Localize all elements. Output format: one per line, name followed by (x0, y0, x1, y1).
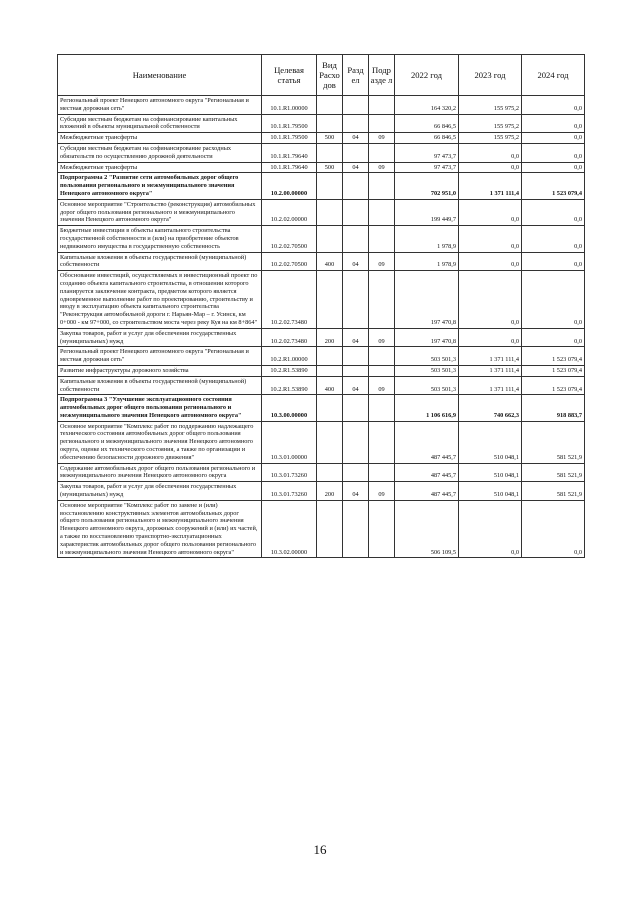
table-row (58, 226, 585, 252)
table-body (58, 96, 585, 558)
cell-2023: 740 662,3 (459, 395, 522, 421)
cell-2022: 503 501,3 (395, 347, 459, 366)
cell-2023: 510 048,1 (459, 463, 522, 482)
cell-2023: 510 048,1 (459, 482, 522, 501)
table-row (58, 143, 585, 162)
cell-razdel: 04 (343, 133, 369, 144)
cell-2022: 97 473,7 (395, 143, 459, 162)
cell-name: Закупка товаров, работ и услуг для обеспечения государственных (муниципальных) нужд (58, 328, 262, 347)
cell-vid: 200 (317, 482, 343, 501)
cell-2023: 0,0 (459, 199, 522, 225)
cell-name: Бюджетные инвестиции в объекты капитального строительства государственной собственности и (или) на приобретение объектов недвижимого имущества в государственную собственность (58, 226, 262, 252)
cell-razdel: 04 (343, 376, 369, 395)
cell-2022: 487 445,7 (395, 421, 459, 463)
header-name: Наименование (58, 55, 262, 96)
cell-razdel (343, 463, 369, 482)
cell-podrazdel (369, 365, 395, 376)
cell-target: 10.1.R1.79500 (262, 133, 317, 144)
cell-podrazdel (369, 114, 395, 133)
cell-podrazdel (369, 143, 395, 162)
cell-2024: 0,0 (522, 96, 585, 115)
cell-name: Межбюджетные трансферты (58, 162, 262, 173)
cell-vid: 400 (317, 252, 343, 271)
cell-name: Развитие инфраструктуры дорожного хозяйства (58, 365, 262, 376)
cell-podrazdel (369, 173, 395, 199)
header-2022: 2022 год (395, 55, 459, 96)
cell-podrazdel (369, 226, 395, 252)
cell-vid (317, 500, 343, 558)
table-row (58, 500, 585, 558)
cell-target: 10.1.R1.79640 (262, 143, 317, 162)
cell-2024: 581 521,9 (522, 482, 585, 501)
cell-2023: 1 371 111,4 (459, 365, 522, 376)
cell-2023: 0,0 (459, 328, 522, 347)
table-row (58, 482, 585, 501)
cell-razdel (343, 347, 369, 366)
cell-target: 10.1.R1.00000 (262, 96, 317, 115)
cell-vid (317, 347, 343, 366)
cell-razdel (343, 365, 369, 376)
budget-table (57, 54, 585, 558)
cell-2022: 503 501,3 (395, 365, 459, 376)
cell-2022: 1 978,9 (395, 226, 459, 252)
cell-name: Капитальные вложения в объекты государственной (муниципальной) собственности (58, 252, 262, 271)
cell-2024: 0,0 (522, 252, 585, 271)
cell-2024: 581 521,9 (522, 421, 585, 463)
cell-2023: 0,0 (459, 162, 522, 173)
cell-2023: 0,0 (459, 143, 522, 162)
cell-razdel: 04 (343, 482, 369, 501)
cell-razdel: 04 (343, 162, 369, 173)
table-row (58, 199, 585, 225)
cell-2023: 1 371 111,4 (459, 347, 522, 366)
cell-2024: 1 523 079,4 (522, 173, 585, 199)
cell-2023: 0,0 (459, 271, 522, 329)
cell-target: 10.3.01.73260 (262, 482, 317, 501)
table-row (58, 421, 585, 463)
cell-name: Субсидии местным бюджетам на софинансирование капитальных вложений в объекты муниципальной собственности (58, 114, 262, 133)
cell-2022: 199 449,7 (395, 199, 459, 225)
cell-vid: 400 (317, 376, 343, 395)
cell-target: 10.2.02.00000 (262, 199, 317, 225)
cell-target: 10.2.02.73480 (262, 271, 317, 329)
cell-2022: 164 320,2 (395, 96, 459, 115)
cell-podrazdel: 09 (369, 328, 395, 347)
cell-2022: 97 473,7 (395, 162, 459, 173)
cell-vid: 500 (317, 133, 343, 144)
cell-vid (317, 365, 343, 376)
cell-2024: 1 523 079,4 (522, 365, 585, 376)
cell-podrazdel (369, 500, 395, 558)
cell-name: Подпрограмма 3 "Улучшение эксплуатационного состояния автомобильных дорог общего пользования регионального и межмуниципального значения Ненецкого автономного округа" (58, 395, 262, 421)
cell-razdel (343, 96, 369, 115)
cell-name: Содержание автомобильных дорог общего пользования регионального и межмуниципального значения Ненецкого автономного округа (58, 463, 262, 482)
cell-2023: 155 975,2 (459, 96, 522, 115)
cell-podrazdel: 09 (369, 252, 395, 271)
table-row (58, 133, 585, 144)
cell-vid (317, 143, 343, 162)
cell-2024: 0,0 (522, 162, 585, 173)
table-row (58, 271, 585, 329)
cell-name: Межбюджетные трансферты (58, 133, 262, 144)
table-header-row (58, 55, 585, 96)
cell-2024: 0,0 (522, 143, 585, 162)
cell-name: Региональный проект Ненецкого автономного округа "Региональная и местная дорожная сеть" (58, 347, 262, 366)
cell-podrazdel (369, 395, 395, 421)
cell-razdel: 04 (343, 328, 369, 347)
header-target: Целевая статья (262, 55, 317, 96)
cell-vid (317, 114, 343, 133)
cell-2024: 1 523 079,4 (522, 376, 585, 395)
cell-2024: 0,0 (522, 114, 585, 133)
page-number: 16 (313, 842, 327, 857)
table-row (58, 376, 585, 395)
cell-target: 10.2.R1.53890 (262, 376, 317, 395)
cell-podrazdel (369, 96, 395, 115)
cell-2022: 506 109,5 (395, 500, 459, 558)
cell-2023: 0,0 (459, 500, 522, 558)
cell-2024: 0,0 (522, 500, 585, 558)
cell-name: Подпрограмма 2 "Развитие сети автомобильных дорог общего пользования регионального и межмуниципального значения Ненецкого автономного округа" (58, 173, 262, 199)
cell-vid (317, 226, 343, 252)
cell-target: 10.2.00.00000 (262, 173, 317, 199)
cell-razdel (343, 199, 369, 225)
cell-2022: 66 846,5 (395, 114, 459, 133)
table-row (58, 173, 585, 199)
table-row (58, 463, 585, 482)
cell-2023: 155 975,2 (459, 133, 522, 144)
cell-target: 10.1.R1.79500 (262, 114, 317, 133)
cell-podrazdel (369, 347, 395, 366)
cell-2024: 918 883,7 (522, 395, 585, 421)
cell-2023: 1 371 111,4 (459, 376, 522, 395)
cell-podrazdel: 09 (369, 162, 395, 173)
header-2024: 2024 год (522, 55, 585, 96)
cell-2024: 0,0 (522, 328, 585, 347)
header-razdel: Разд ел (343, 55, 369, 96)
cell-2024: 0,0 (522, 133, 585, 144)
cell-2022: 487 445,7 (395, 482, 459, 501)
cell-2024: 581 521,9 (522, 463, 585, 482)
table-row (58, 328, 585, 347)
cell-2022: 1 106 616,9 (395, 395, 459, 421)
cell-name: Основное мероприятие "Комплекс работ по поддержанию надлежащего технического состояния автомобильных дорог общего пользования регионального и межмуниципального значения Ненецкого автономного округа, оценке их технического состояния, а также по организации и обеспечению безопасности дорожного движения" (58, 421, 262, 463)
cell-2023: 0,0 (459, 226, 522, 252)
cell-2022: 197 470,8 (395, 328, 459, 347)
cell-vid (317, 271, 343, 329)
cell-target: 10.3.02.00000 (262, 500, 317, 558)
cell-razdel (343, 173, 369, 199)
cell-name: Капитальные вложения в объекты государственной (муниципальной) собственности (58, 376, 262, 395)
header-podrazdel: Подр азде л (369, 55, 395, 96)
cell-name: Закупка товаров, работ и услуг для обеспечения государственных (муниципальных) нужд (58, 482, 262, 501)
cell-podrazdel (369, 421, 395, 463)
cell-podrazdel (369, 271, 395, 329)
cell-2024: 1 523 079,4 (522, 347, 585, 366)
cell-target: 10.1.R1.79640 (262, 162, 317, 173)
cell-target: 10.2.02.70500 (262, 252, 317, 271)
cell-razdel (343, 271, 369, 329)
header-2023: 2023 год (459, 55, 522, 96)
cell-name: Основное мероприятие "Комплекс работ по замене и (или) восстановлению конструктивных элементов автомобильных дорог общего пользования регионального и межмуниципального значения Ненецкого автономного округа, дорожных сооружений и (или) их частей, а также по восстановлению транспортно-эксплуатационных характеристик автомобильных дорог общего пользования регионального и межмуниципального значения Ненецкого автономного округа" (58, 500, 262, 558)
cell-razdel (343, 114, 369, 133)
cell-razdel (343, 395, 369, 421)
cell-2024: 0,0 (522, 226, 585, 252)
cell-razdel (343, 421, 369, 463)
cell-podrazdel: 09 (369, 133, 395, 144)
cell-2022: 197 470,8 (395, 271, 459, 329)
cell-2022: 702 951,0 (395, 173, 459, 199)
cell-razdel (343, 143, 369, 162)
cell-razdel (343, 500, 369, 558)
header-vid: Вид Расхо дов (317, 55, 343, 96)
table-row (58, 365, 585, 376)
cell-target: 10.3.01.73260 (262, 463, 317, 482)
cell-vid (317, 395, 343, 421)
cell-podrazdel: 09 (369, 482, 395, 501)
cell-vid (317, 96, 343, 115)
cell-2023: 155 975,2 (459, 114, 522, 133)
cell-2023: 1 371 111,4 (459, 173, 522, 199)
cell-name: Региональный проект Ненецкого автономного округа "Региональная и местная дорожная сеть" (58, 96, 262, 115)
cell-target: 10.2.R1.00000 (262, 347, 317, 366)
cell-name: Основное мероприятие "Строительство (реконструкция) автомобильных дорог общего пользования регионального и межмуниципального значения Ненецкого автономного округа" (58, 199, 262, 225)
cell-vid (317, 199, 343, 225)
cell-vid (317, 421, 343, 463)
cell-2023: 510 048,1 (459, 421, 522, 463)
cell-2022: 503 501,3 (395, 376, 459, 395)
cell-2022: 66 846,5 (395, 133, 459, 144)
table-row (58, 162, 585, 173)
cell-podrazdel (369, 199, 395, 225)
table-row (58, 252, 585, 271)
cell-2023: 0,0 (459, 252, 522, 271)
table-row (58, 114, 585, 133)
table-row (58, 347, 585, 366)
cell-2022: 487 445,7 (395, 463, 459, 482)
cell-target: 10.3.01.00000 (262, 421, 317, 463)
cell-target: 10.2.R1.53890 (262, 365, 317, 376)
cell-podrazdel (369, 463, 395, 482)
cell-name: Обоснование инвестиций, осуществляемых в инвестиционный проект по созданию объекта капитального строительства, в отношении которого планируется заключение контракта, предметом которого является одновременное выполнение работ по проектированию, строительству и вводу в эксплуатацию объекта капитального строительства "Реконструкция автомобильной дороги г. Нарьян-Мар – г. Усинск, км 0+000 - км 97+000, со строительством моста через реку Куя на км 8+864" (58, 271, 262, 329)
cell-podrazdel: 09 (369, 376, 395, 395)
cell-2024: 0,0 (522, 271, 585, 329)
cell-target: 10.2.02.70500 (262, 226, 317, 252)
cell-vid: 500 (317, 162, 343, 173)
cell-razdel (343, 226, 369, 252)
table-row (58, 395, 585, 421)
cell-name: Субсидии местным бюджетам на софинансирование расходных обязательств по осуществлению дорожной деятельности (58, 143, 262, 162)
cell-vid: 200 (317, 328, 343, 347)
cell-target: 10.3.00.00000 (262, 395, 317, 421)
cell-2024: 0,0 (522, 199, 585, 225)
cell-vid (317, 463, 343, 482)
cell-vid (317, 173, 343, 199)
cell-target: 10.2.02.73480 (262, 328, 317, 347)
cell-razdel: 04 (343, 252, 369, 271)
table-row (58, 96, 585, 115)
cell-2022: 1 978,9 (395, 252, 459, 271)
